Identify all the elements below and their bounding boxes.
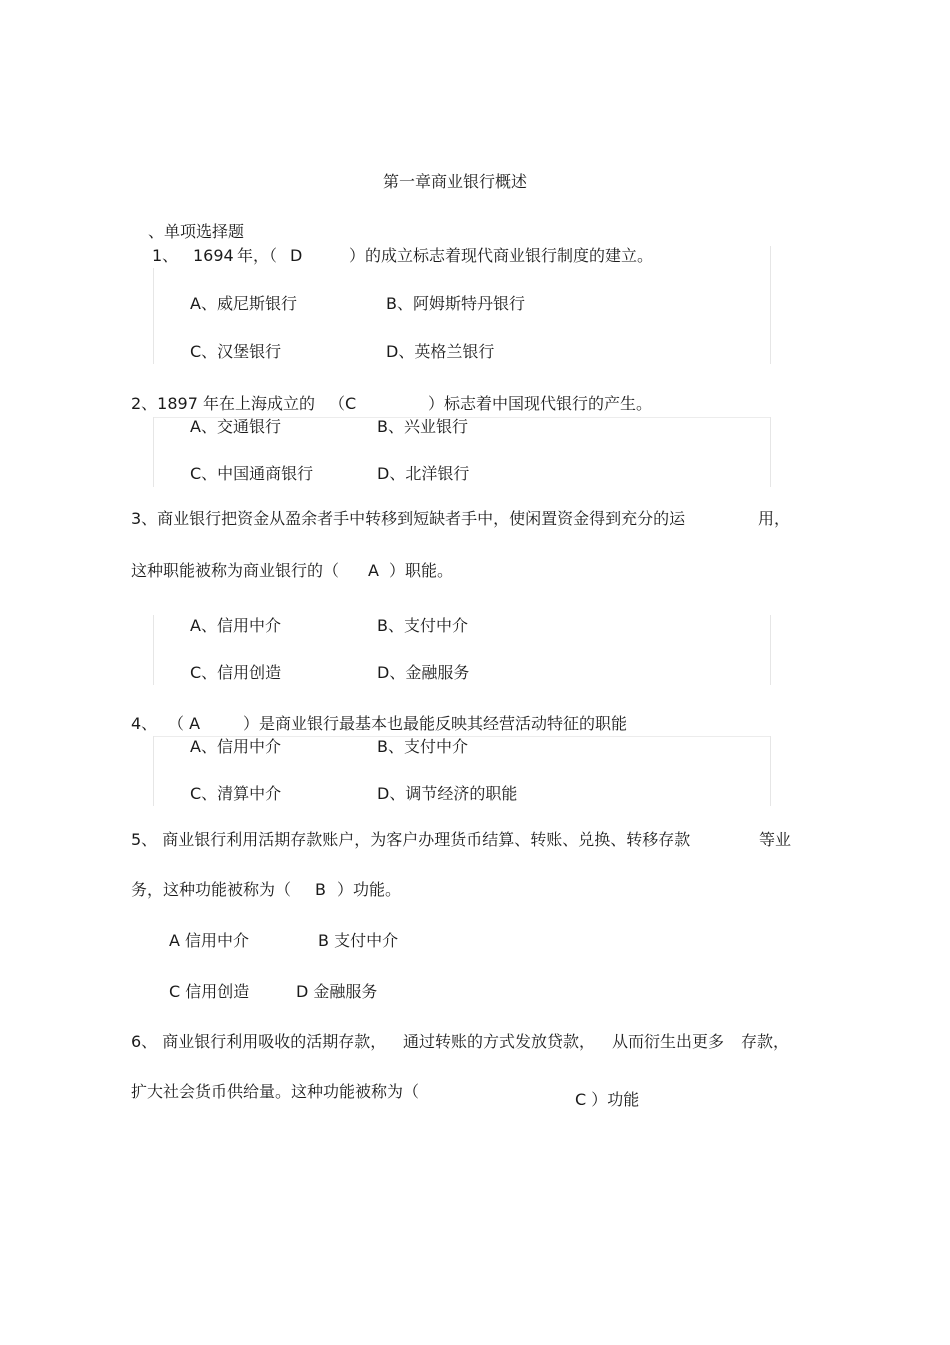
q4-answer: （ A [168, 714, 201, 733]
q1-answer: D [290, 246, 303, 265]
q3-line2-b: ）职能。 [389, 561, 454, 580]
q2-option-c: C、中国通商银行 [190, 464, 314, 483]
q2-text-a: 2、1897 年在上海成立的 [131, 394, 315, 413]
q2-text-b: ）标志着中国现代银行的产生。 [428, 394, 653, 413]
q3-option-c: C、信用创造 [190, 663, 282, 682]
q5-answer: B [315, 880, 326, 899]
q2-box-left-border [153, 417, 154, 487]
q1-option-c: C、汉堡银行 [190, 342, 282, 361]
q5-line2-a: 务，这种功能被称为（ [131, 880, 292, 899]
q2-option-b: B、兴业银行 [377, 417, 468, 436]
q1-box-right-border [770, 246, 771, 364]
q1-option-b: B、阿姆斯特丹银行 [386, 294, 525, 313]
q2-option-d: D、北洋银行 [377, 464, 470, 483]
q5-option-a: A 信用中介 [169, 931, 250, 950]
q4-option-a: A、信用中介 [190, 737, 281, 756]
q5-line1-a: 5、 商业银行利用活期存款账户，为客户办理货币结算、转账、兑换、转移存款 [131, 830, 691, 849]
q3-option-d: D、金融服务 [377, 663, 470, 682]
q3-option-a: A、信用中介 [190, 616, 281, 635]
q1-box-left-border [153, 268, 154, 364]
q4-option-d: D、调节经济的职能 [377, 784, 518, 803]
q1-number: 1、 [152, 246, 179, 265]
q2-option-a: A、交通银行 [190, 417, 281, 436]
q6-line1-d: 存款， [741, 1032, 790, 1051]
q3-box-right-border [770, 615, 771, 685]
q5-option-d: D 金融服务 [296, 982, 378, 1001]
q2-answer: （C [329, 394, 357, 413]
q1-year: 1694 [193, 246, 234, 265]
q3-box-left-border [153, 615, 154, 685]
q5-option-c: C 信用创造 [169, 982, 250, 1001]
q5-line1-b: 等业 [759, 830, 792, 849]
q6-line1-c: 从而衍生出更多 [612, 1032, 725, 1051]
q3-line1-b: 用， [758, 509, 791, 528]
q5-line2-b: ）功能。 [337, 880, 402, 899]
q4-number: 4、 [131, 714, 158, 733]
q1-text-b: ）的成立标志着现代商业银行制度的建立。 [349, 246, 654, 265]
q3-line2-a: 这种职能被称为商业银行的（ [131, 561, 340, 580]
q1-option-d: D、英格兰银行 [386, 342, 495, 361]
q4-box-right-border [770, 736, 771, 806]
q4-option-b: B、支付中介 [377, 737, 468, 756]
q3-line1-a: 3、商业银行把资金从盈余者手中转移到短缺者手中，使闲置资金得到充分的运 [131, 509, 686, 528]
page-title: 第一章商业银行概述 [383, 172, 528, 191]
q2-box-right-border [770, 417, 771, 487]
q3-option-b: B、支付中介 [377, 616, 468, 635]
q4-text: ）是商业银行最基本也最能反映其经营活动特征的职能 [243, 714, 628, 733]
q1-option-a: A、威尼斯银行 [190, 294, 297, 313]
q4-option-c: C、清算中介 [190, 784, 282, 803]
q5-option-b: B 支付中介 [318, 931, 399, 950]
q6-line2-a: 扩大社会货币供给量。这种功能被称为（ [131, 1082, 420, 1101]
q6-line2-b: C ）功能 [575, 1090, 640, 1109]
q1-text-a: 年，（ [237, 246, 278, 265]
q4-box-left-border [153, 736, 154, 806]
section-heading: 、单项选择题 [148, 222, 245, 241]
q6-line1-b: 通过转账的方式发放贷款， [403, 1032, 596, 1051]
q6-line1-a: 6、 商业银行利用吸收的活期存款， [131, 1032, 387, 1051]
q3-answer: A [368, 561, 379, 580]
